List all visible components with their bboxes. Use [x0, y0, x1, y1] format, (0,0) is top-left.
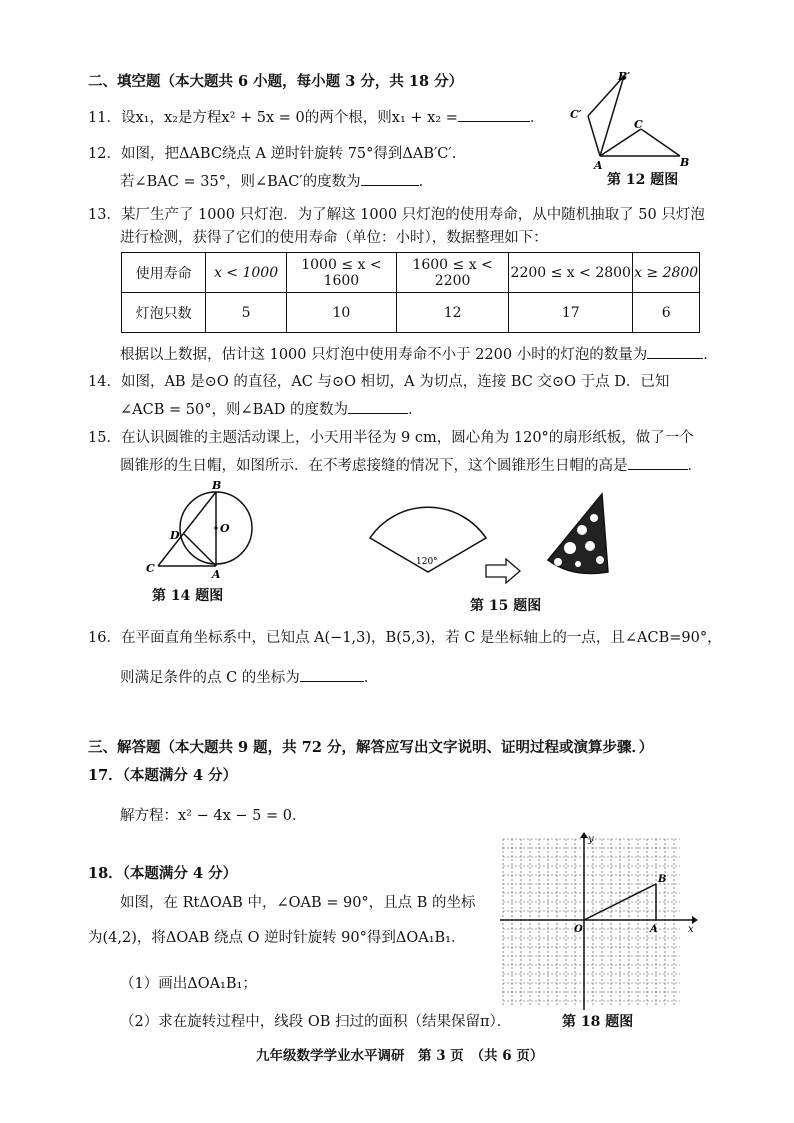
fig15-dot	[596, 556, 604, 564]
fig18-label-A: A	[650, 924, 658, 935]
fig15-dot	[590, 514, 598, 522]
figure-18-caption: 第 18 题图	[562, 1014, 634, 1030]
section-heading-solutions: 三、解答题（本大题共 9 题，共 72 分，解答应写出文字说明、证明过程或演算步骤．）	[88, 739, 654, 756]
question-13-line3-text: 根据以上数据，估计这 1000 只灯泡中使用寿命不小于 2200 小时的灯泡的数量为	[120, 347, 648, 363]
question-15-line2: 圆锥形的生日帽，如图所示．在不考虑接缝的情况下，这个圆锥形生日帽的高是 ．	[120, 455, 702, 476]
fig15-dot	[585, 541, 595, 551]
question-15-line2-text: 圆锥形的生日帽，如图所示．在不考虑接缝的情况下，这个圆锥形生日帽的高是	[120, 458, 628, 474]
figure-12	[568, 72, 698, 172]
question-16-line2-text: 则满足条件的点 C 的坐标为	[120, 670, 300, 686]
question-14-line1: 14．如图，AB 是⊙O 的直径，AC 与⊙O 相切，A 为切点，连接 BC 交⊙O 于点 D．已知	[88, 374, 670, 390]
question-18-title: 18．（本题满分 4 分）	[88, 865, 238, 882]
figure-12-caption: 第 12 题图	[607, 172, 679, 188]
fig12-edge-A-B1	[600, 76, 624, 156]
table-header-cell: 1000 ≤ x < 1600	[286, 253, 396, 293]
table-row	[122, 253, 700, 293]
fig12-label-C1: C′	[570, 108, 582, 121]
fig15-angle-label: 120°	[416, 557, 438, 567]
page-footer: 九年级数学学业水平调研 第 3 页 （共 6 页）	[256, 1048, 544, 1064]
fig15-dot	[564, 542, 576, 554]
table-row	[122, 293, 700, 333]
fig14-label-C: C	[146, 562, 155, 575]
fig18-label-B: B	[658, 874, 667, 885]
fig18-x-arrow	[692, 916, 698, 924]
question-14-line2: ∠ACB = 50°，则∠BAD 的度数为 ．	[120, 399, 422, 420]
fig18-grid-lines	[503, 839, 680, 1006]
fig14-label-D: D	[170, 529, 180, 542]
table-header-cell: 2200 ≤ x < 2800	[509, 253, 633, 293]
answer-blank-11	[458, 107, 530, 122]
question-15-line1: 15．在认识圆锥的主题活动课上，小天用半径为 9 cm，圆心角为 120°的扇形纸板，做了一个	[88, 430, 694, 446]
fig12-label-A: A	[594, 159, 603, 172]
question-13-line1: 13．某厂生产了 1000 只灯泡．为了解这 1000 只灯泡的使用寿命，从中随机抽取了 50 只灯泡	[88, 207, 705, 223]
question-18-line1: 如图，在 RtΔOAB 中，∠OAB = 90°，且点 B 的坐标	[120, 895, 476, 911]
table-header-cell: x ≥ 2800	[633, 253, 700, 293]
fig12-label-C: C	[634, 118, 643, 131]
question-16-line1: 16．在平面直角坐标系中，已知点 A(−1,3)，B(5,3)，若 C 是坐标轴上的一点，且∠ACB=90°，	[88, 630, 722, 646]
question-13-line2: 进行检测，获得了它们的使用寿命（单位：小时），数据整理如下：	[120, 230, 548, 246]
figure-15-caption: 第 15 题图	[470, 598, 542, 614]
table-header-cell: x < 1000	[206, 253, 287, 293]
fig12-label-B: B	[680, 156, 690, 169]
answer-blank-12	[361, 171, 419, 186]
figure-14	[140, 480, 260, 580]
fig14-label-A: A	[212, 568, 221, 581]
question-11-text: 11．设x₁，x₂是方程x² + 5x = 0的两个根，则x₁ + x₂ =	[88, 110, 458, 126]
question-18-part1: （1）画出ΔOA₁B₁；	[120, 976, 257, 992]
answer-blank-15	[628, 455, 688, 470]
question-11: 11．设x₁，x₂是方程x² + 5x = 0的两个根，则x₁ + x₂ = ．	[88, 107, 544, 128]
fig14-line-AD	[184, 534, 216, 566]
lifespan-table	[121, 252, 700, 333]
question-12-line1: 12．如图，把ΔABC绕点 A 逆时针旋转 75°得到ΔAB′C′.	[88, 146, 457, 162]
fig12-label-B1: B′	[618, 70, 631, 83]
question-18-line2: 为(4,2)，将ΔOAB 绕点 O 逆时针旋转 90°得到ΔOA₁B₁．	[88, 930, 466, 946]
fig18-label-x: x	[688, 924, 694, 935]
question-17-title: 17．（本题满分 4 分）	[88, 767, 238, 784]
question-12-line2: 若∠BAC = 35°，则∠BAC′的度数为 ．	[120, 171, 433, 192]
answer-blank-16	[300, 667, 364, 682]
question-18-part2: （2）求在旋转过程中，线段 OB 扫过的面积（结果保留π）．	[120, 1014, 512, 1030]
table-row-label: 使用寿命	[122, 253, 206, 293]
fig18-y-arrow	[580, 832, 588, 838]
question-12-line2-text: 若∠BAC = 35°，则∠BAC′的度数为	[120, 174, 361, 190]
answer-blank-13	[647, 344, 703, 359]
question-14-line2-text: ∠ACB = 50°，则∠BAD 的度数为	[120, 402, 348, 418]
section-heading-fill-in: 二、填空题（本大题共 6 小题，每小题 3 分，共 18 分）	[88, 73, 464, 90]
answer-blank-14	[348, 399, 408, 414]
table-cell: 12	[397, 293, 509, 333]
question-17-body: 解方程：x² − 4x − 5 = 0．	[120, 808, 307, 824]
fig18-label-y: y	[588, 834, 594, 845]
table-row-label: 灯泡只数	[122, 293, 206, 333]
table-cell: 5	[206, 293, 287, 333]
question-16-line2: 则满足条件的点 C 的坐标为 ．	[120, 667, 378, 688]
fig18-segment-OB	[584, 884, 656, 920]
fig18-label-O: O	[574, 924, 583, 935]
table-cell: 6	[633, 293, 700, 333]
figure-15	[362, 490, 622, 590]
fig15-arrow	[486, 559, 520, 583]
fig14-label-B: B	[212, 479, 222, 492]
question-13-line3: 根据以上数据，估计这 1000 只灯泡中使用寿命不小于 2200 小时的灯泡的数量为 ．	[120, 344, 718, 365]
fig14-center-dot	[214, 526, 217, 529]
table-cell: 17	[509, 293, 633, 333]
fig12-edge-C-B	[641, 129, 680, 156]
table-cell: 10	[286, 293, 396, 333]
fig15-dot	[554, 558, 562, 566]
fig15-dot	[575, 561, 581, 567]
fig12-edge-A-C1	[588, 116, 600, 156]
figure-14-caption: 第 14 题图	[152, 588, 224, 604]
fig15-dot	[577, 525, 587, 535]
figure-18-grid	[500, 834, 700, 1014]
table-header-cell: 1600 ≤ x < 2200	[397, 253, 509, 293]
fig14-line-BC	[158, 492, 216, 566]
fig14-label-O: O	[220, 522, 230, 535]
